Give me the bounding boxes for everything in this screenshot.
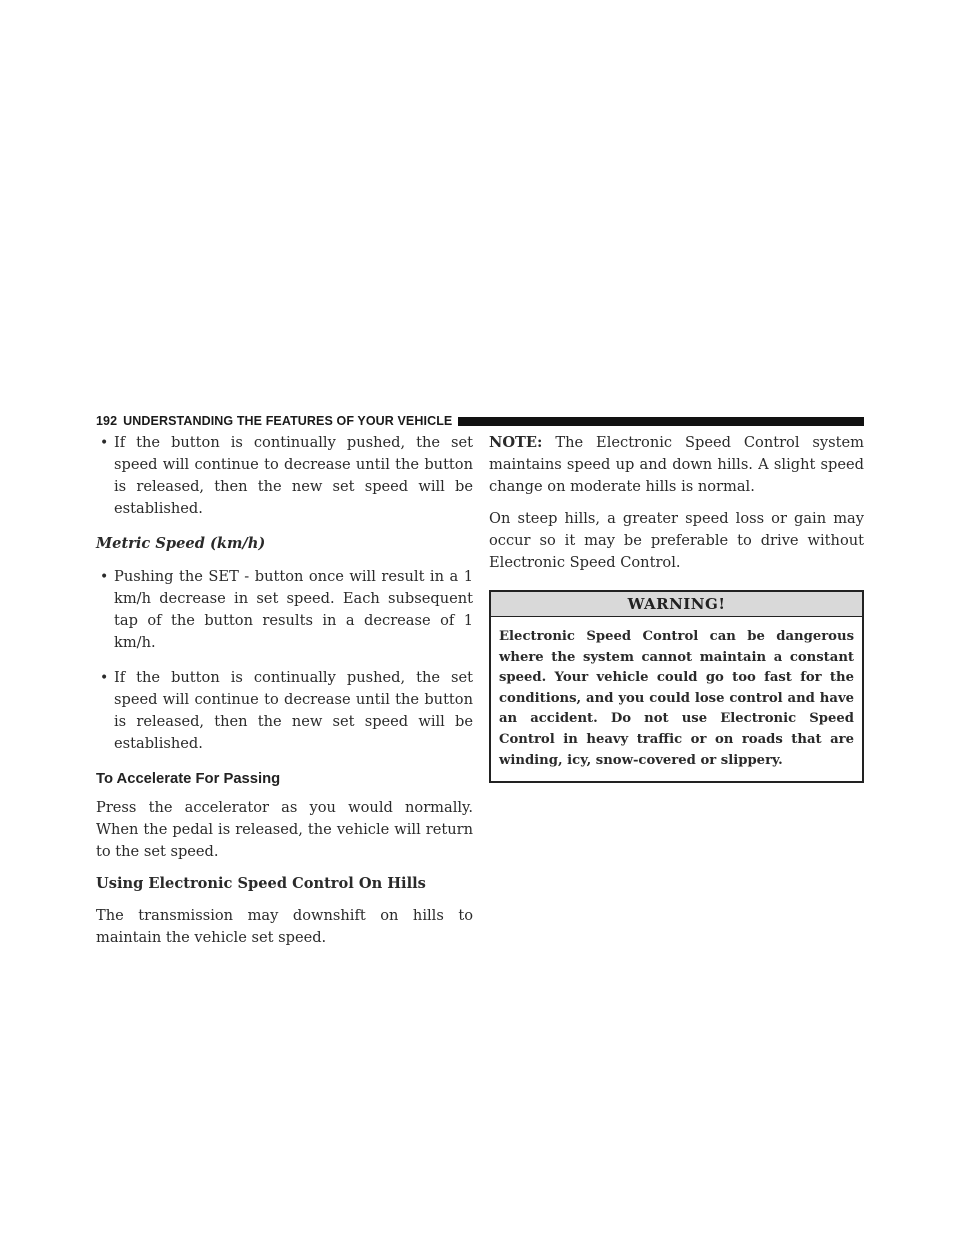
section-title: UNDERSTANDING THE FEATURES OF YOUR VEHICLE <box>123 414 453 428</box>
accelerate-heading: To Accelerate For Passing <box>96 771 281 787</box>
bullet-icon: • <box>100 569 109 585</box>
bullet-icon: • <box>100 670 109 686</box>
header-rule <box>458 417 864 426</box>
bullet-icon: • <box>100 435 109 451</box>
bullet-text: If the button is continually pushed, the set speed will continue to decrease until the button is released, then the new set speed will be established. <box>114 669 473 752</box>
right-column <box>489 432 864 783</box>
bullet-list-top <box>96 432 473 520</box>
hills-paragraph: The transmission may downshift on hills to maintain the vehicle set speed. <box>96 907 473 946</box>
note-label: NOTE: <box>489 434 543 451</box>
bullet-text: Pushing the SET - button once will result in a 1 km/h decrease in set speed. Each subsequent tap of the button results in a decrease of 1 km/h. <box>114 568 473 651</box>
metric-speed-heading: Metric Speed (km/h) <box>96 535 266 552</box>
warning-title: WARNING! <box>491 592 862 617</box>
warning-box <box>489 590 864 783</box>
warning-text: Electronic Speed Control can be dangerous where the system cannot maintain a constant speed. Your vehicle could go too fast for the conditions, and you could lose control and have an accident. Do not use Electronic Speed Control in heavy traffic or on roads that are winding, icy, snow-covered or slippery. <box>499 629 854 768</box>
note-paragraph <box>489 432 864 498</box>
hills-heading: Using Electronic Speed Control On Hills <box>96 875 426 892</box>
list-item <box>96 667 473 755</box>
accelerate-paragraph: Press the accelerator as you would normally. When the pedal is released, the vehicle will return to the set speed. <box>96 799 473 860</box>
bullet-text: If the button is continually pushed, the set speed will continue to decrease until the button is released, then the new set speed will be established. <box>114 434 473 517</box>
list-item <box>96 566 473 654</box>
page-header <box>96 413 864 429</box>
steep-hills-paragraph: On steep hills, a greater speed loss or gain may occur so it may be preferable to drive without Electronic Speed Control. <box>489 510 864 571</box>
left-column <box>96 432 473 959</box>
bullet-list-metric <box>96 566 473 755</box>
list-item <box>96 432 473 520</box>
page-number: 192 <box>96 414 118 428</box>
note-text: The Electronic Speed Control system maintains speed up and down hills. A slight speed change on moderate hills is normal. <box>489 434 864 495</box>
